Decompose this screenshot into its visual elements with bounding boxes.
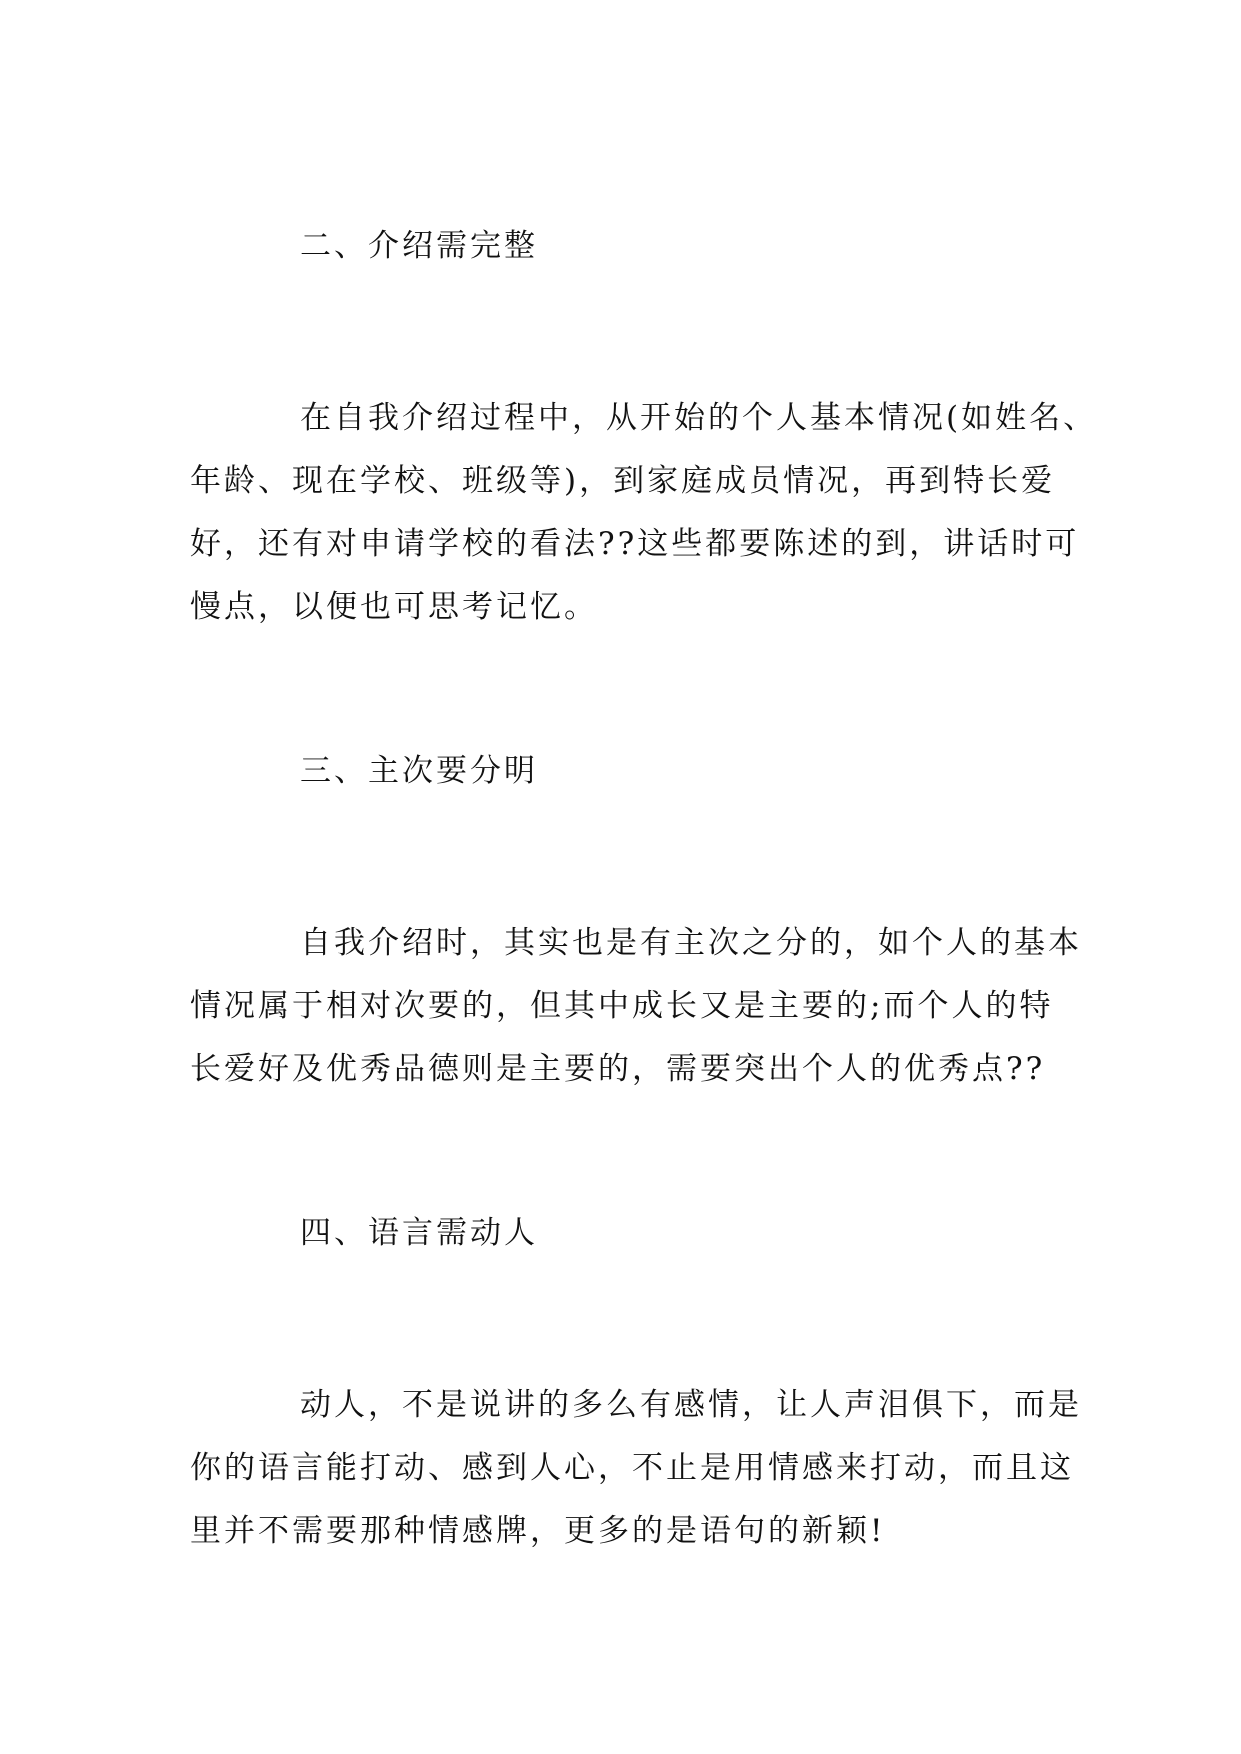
paragraph-line: 动人，不是说讲的多么有感情，让人声泪俱下，而是	[300, 1387, 1082, 1423]
paragraph-line: 情况属于相对次要的，但其中成长又是主要的;而个人的特	[190, 988, 1054, 1024]
section-heading-2: 二、介绍需完整	[300, 228, 538, 264]
section-paragraph-4	[190, 1374, 1082, 1563]
paragraph-line: 你的语言能打动、感到人心，不止是用情感来打动，而且这	[190, 1450, 1074, 1486]
paragraph-line: 里并不需要那种情感牌，更多的是语句的新颖!	[190, 1513, 886, 1549]
paragraph-line: 在自我介绍过程中，从开始的个人基本情况(如姓名、	[300, 400, 1098, 436]
section-heading-4: 四、语言需动人	[300, 1215, 538, 1251]
paragraph-line: 自我介绍时，其实也是有主次之分的，如个人的基本	[300, 925, 1082, 961]
section-paragraph-3	[190, 912, 1082, 1101]
paragraph-line: 慢点，以便也可思考记忆。	[190, 589, 598, 625]
paragraph-line: 长爱好及优秀品德则是主要的，需要突出个人的优秀点??	[190, 1051, 1046, 1087]
paragraph-line: 年龄、现在学校、班级等)，到家庭成员情况，再到特长爱	[190, 463, 1056, 499]
paragraph-line: 好，还有对申请学校的看法??这些都要陈述的到，讲话时可	[190, 526, 1080, 562]
section-paragraph-2	[190, 387, 1098, 639]
section-heading-3: 三、主次要分明	[300, 753, 538, 789]
